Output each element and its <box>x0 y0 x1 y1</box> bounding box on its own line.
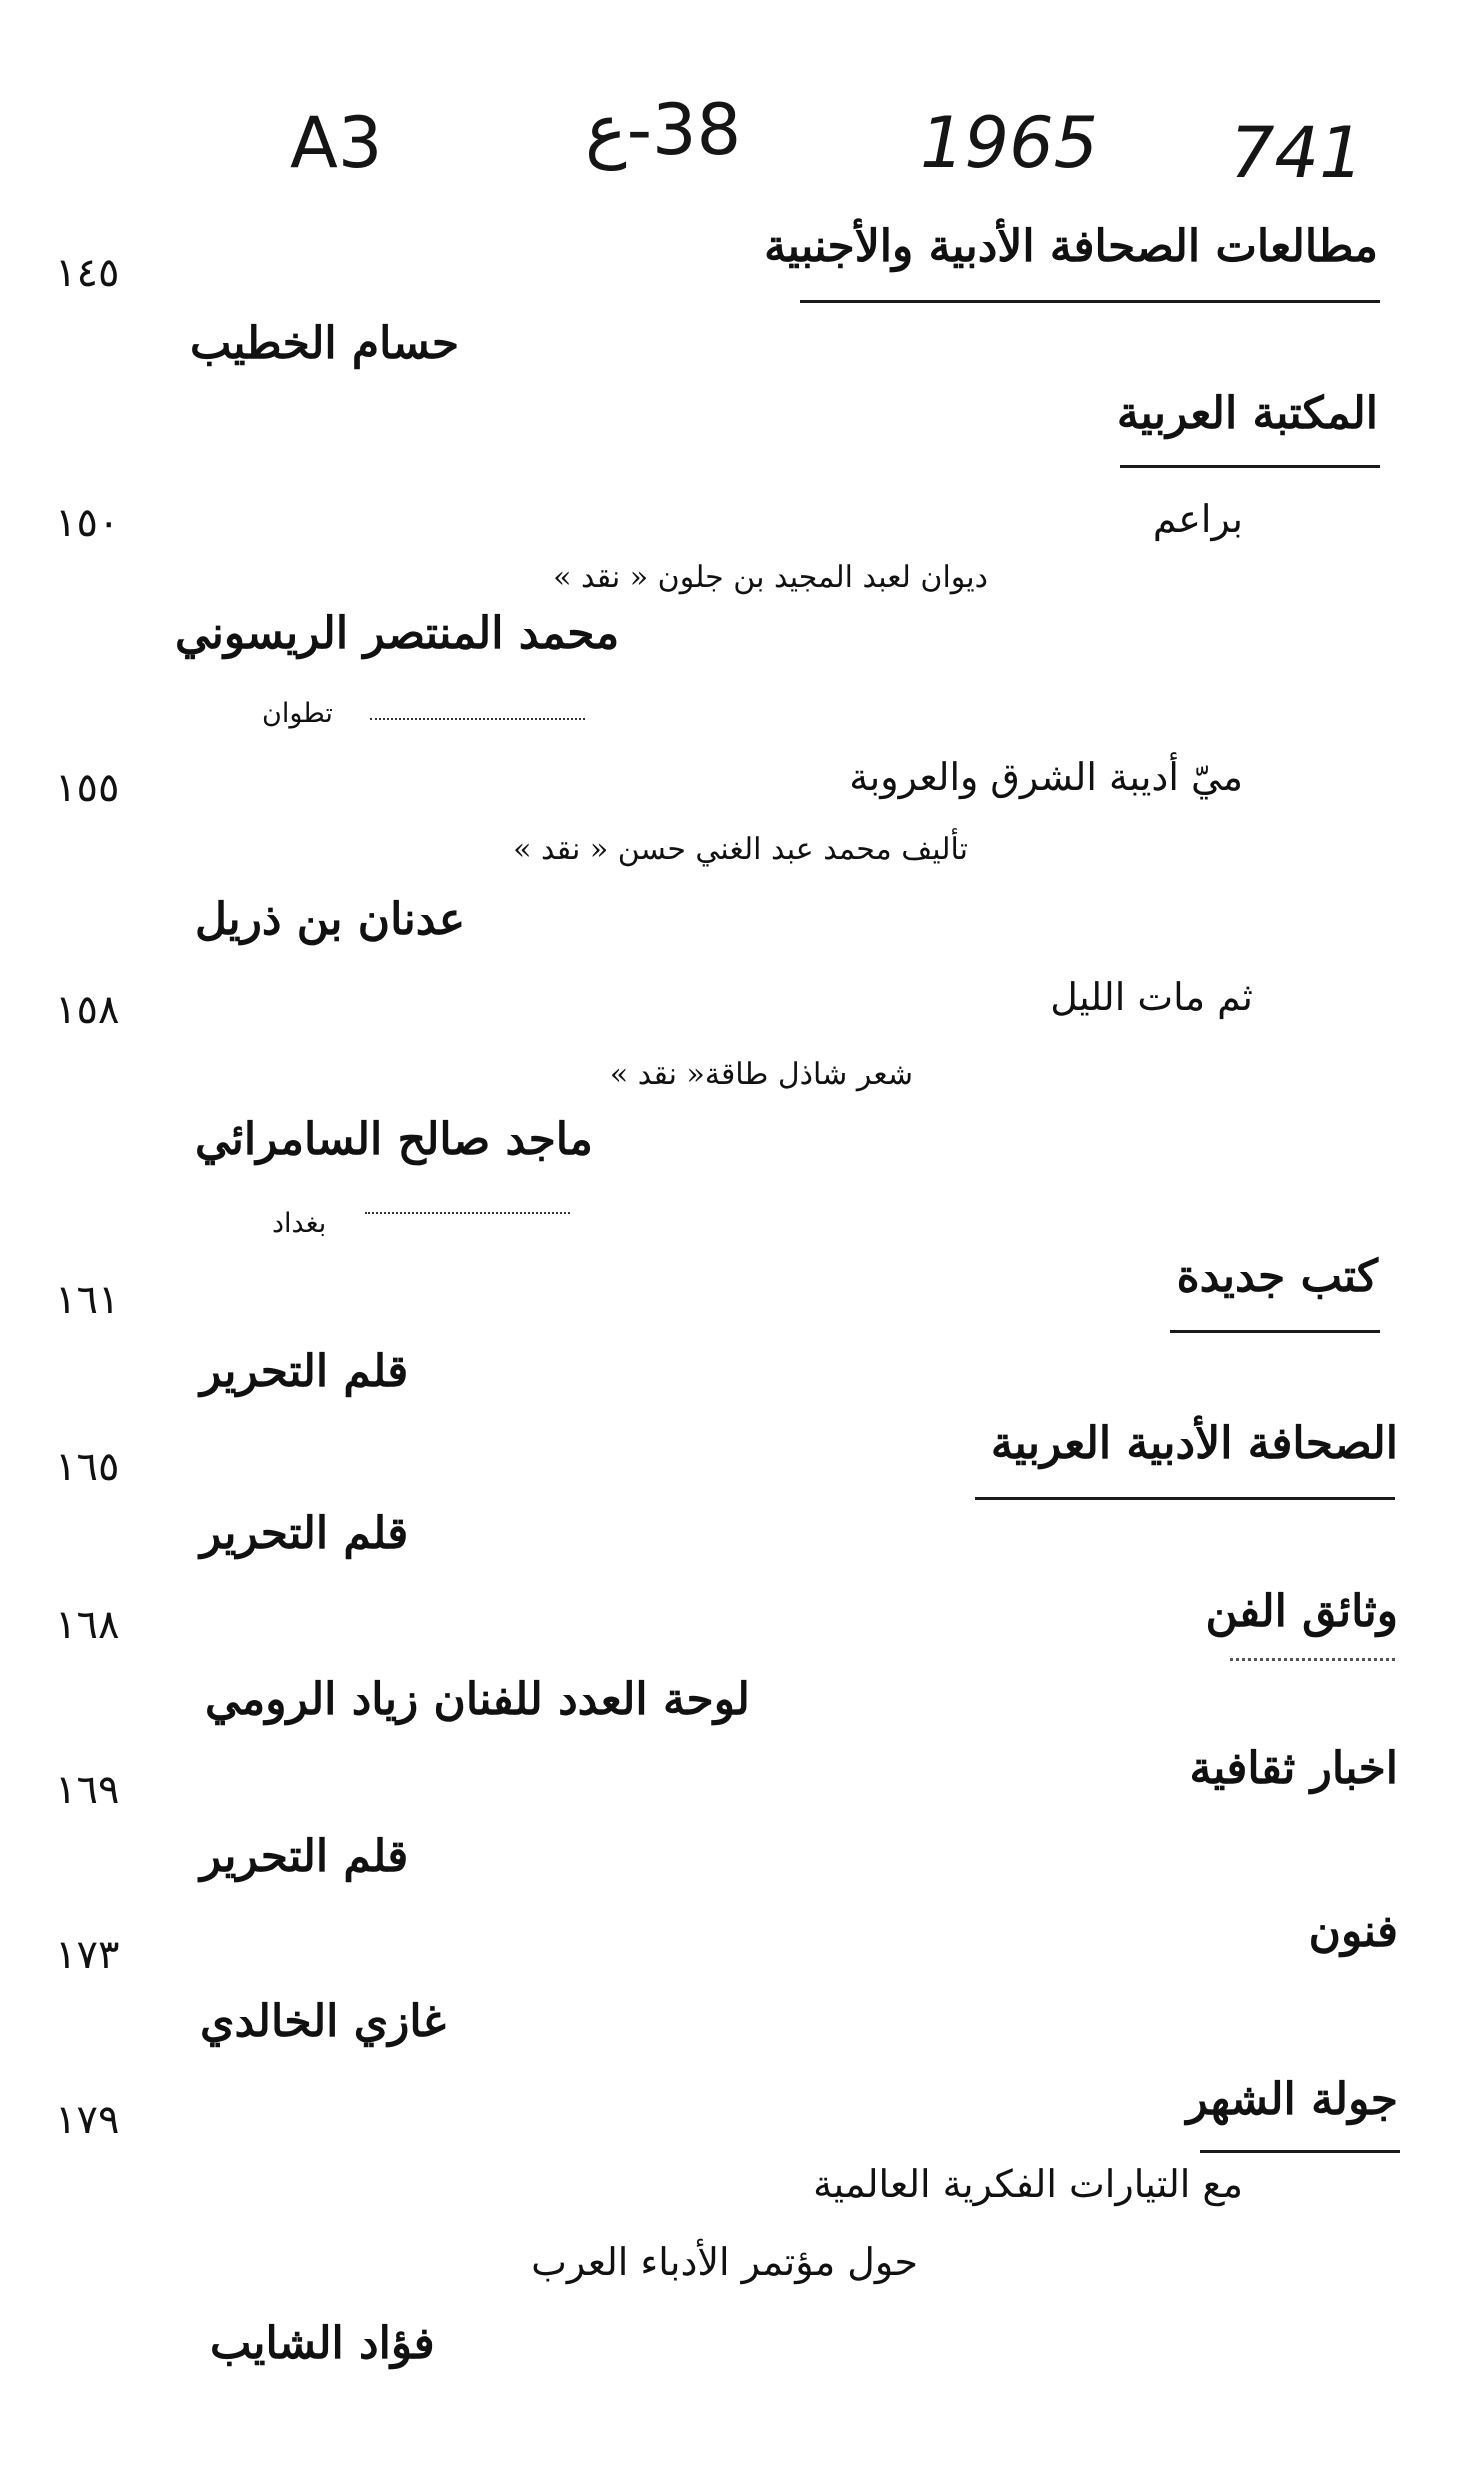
author-name: ماجد صالح السامرائي <box>195 1114 593 1165</box>
page-number: ١٥٠ <box>55 500 120 546</box>
author-name: حسام الخطيب <box>190 318 460 369</box>
author-name: محمد المنتصر الريسوني <box>175 608 620 659</box>
page-number: ١٧٩ <box>55 2097 120 2143</box>
article-subtitle: شعر شاذل طاقة« نقد » <box>609 1057 913 1092</box>
section-heading: الصحافة الأدبية العربية <box>990 1418 1398 1469</box>
city-leader-dots <box>365 1212 570 1214</box>
heading-underline <box>1230 1658 1395 1661</box>
author-name: غازي الخالدي <box>200 1996 446 2047</box>
heading-underline <box>975 1497 1395 1500</box>
heading-underline <box>1120 465 1380 468</box>
author-name: قلم التحرير <box>200 1346 409 1397</box>
heading-underline <box>800 300 1380 303</box>
article-subtitle: تأليف محمد عبد الغني حسن « نقد » <box>513 832 968 867</box>
heading-underline <box>1200 2150 1400 2153</box>
handwritten-ref-a3: A3 <box>290 102 383 184</box>
section-heading: فنون <box>1308 1906 1398 1957</box>
article-subtitle: حول مؤتمر الأدباء العرب <box>531 2240 918 2284</box>
section-heading: اخبار ثقافية <box>1189 1743 1398 1794</box>
section-heading: كتب جديدة <box>1176 1251 1378 1302</box>
page-number: ١٦٩ <box>55 1767 120 1813</box>
author-name: قلم التحرير <box>200 1831 409 1882</box>
section-heading: وثائق الفن <box>1205 1586 1398 1637</box>
heading-underline <box>1170 1330 1380 1333</box>
author-name: قلم التحرير <box>200 1508 409 1559</box>
author-name: عدنان بن ذريل <box>195 894 466 945</box>
article-title: مع التيارات الفكرية العالمية <box>813 2162 1243 2206</box>
page-number: ١٥٥ <box>55 765 120 811</box>
article-title: ثم مات الليل <box>1050 975 1253 1019</box>
article-title: ميّ أديبة الشرق والعروبة <box>849 755 1243 799</box>
article-subtitle: ديوان لعبد المجيد بن جلون « نقد » <box>553 560 988 595</box>
author-name: فؤاد الشايب <box>210 2318 435 2369</box>
section-heading: المكتبة العربية <box>1116 388 1378 439</box>
page-number: ١٦٥ <box>55 1444 120 1490</box>
section-heading: جولة الشهر <box>1186 2074 1398 2125</box>
article-title: براعم <box>1152 497 1243 541</box>
city-leader-dots <box>370 718 585 720</box>
page-number: ١٦١ <box>55 1277 120 1323</box>
handwritten-ref-741: 741 <box>1230 112 1364 194</box>
author-city: بغداد <box>272 1208 327 1239</box>
page-number: ١٧٣ <box>55 1932 120 1978</box>
author-city: تطوان <box>262 698 333 729</box>
handwritten-ref-year: 1965 <box>920 102 1099 184</box>
page-number: ١٥٨ <box>55 987 120 1033</box>
section-heading: مطالعات الصحافة الأدبية والأجنبية <box>764 221 1378 272</box>
page-number: ١٦٨ <box>55 1602 120 1648</box>
author-name: لوحة العدد للفنان زياد الرومي <box>205 1674 750 1725</box>
handwritten-ref-38: 38-ع <box>585 89 742 171</box>
page-number: ١٤٥ <box>55 250 120 296</box>
